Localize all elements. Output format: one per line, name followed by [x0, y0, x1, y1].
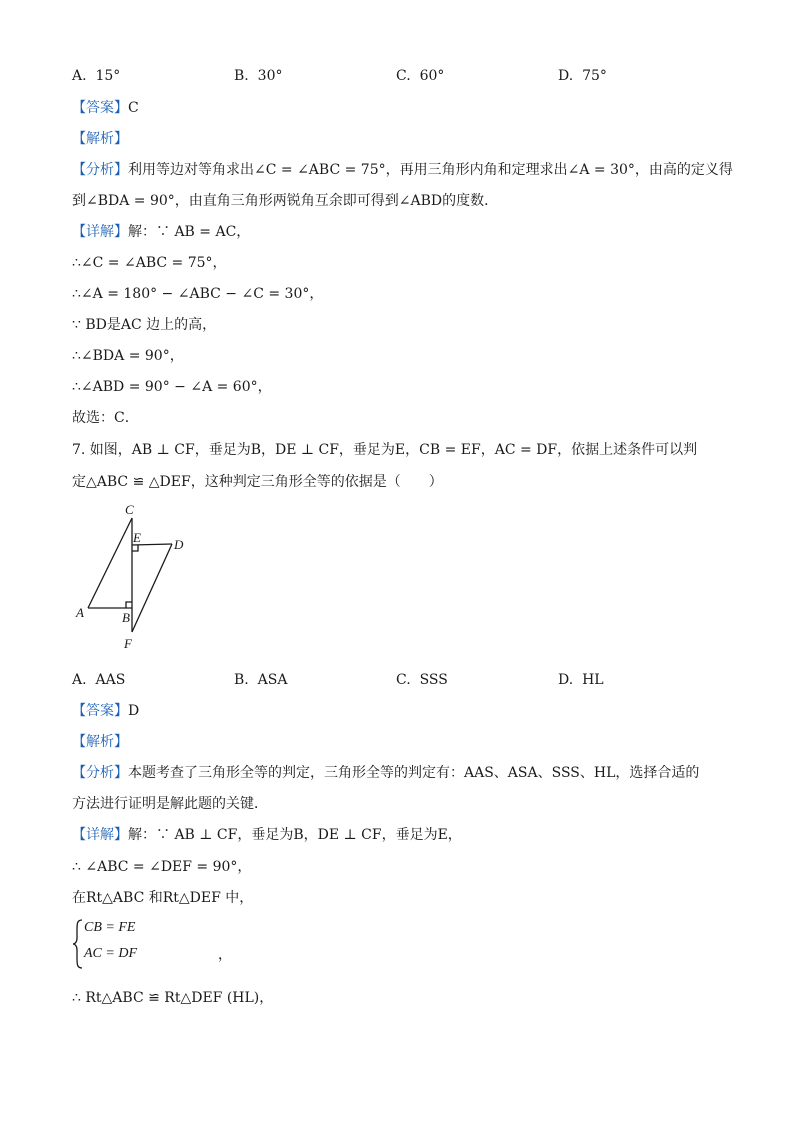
option-text: 75° [582, 68, 607, 84]
option-text: 30° [257, 68, 283, 84]
q7-conclusion: ∴ Rt△ABC ≌ Rt△DEF (HL)， [72, 990, 274, 1006]
detail-tag: 【详解】 [72, 827, 128, 843]
label-e: E [133, 530, 141, 545]
q7-step: 在Rt△ABC 和Rt△DEF 中， [72, 890, 254, 906]
label-f: F [124, 636, 132, 651]
option-text: ASA [257, 672, 288, 688]
detail-text: 解：∵ AB = AC， [128, 224, 251, 240]
option-letter: C. [396, 68, 411, 84]
system-comma: ， [218, 947, 232, 963]
option-letter: D. [558, 68, 574, 84]
equation-system [72, 918, 232, 974]
q6-step: ∴∠BDA = 90°， [72, 348, 184, 364]
option-text: AAS [95, 672, 126, 688]
system-row-1: CB = FE [84, 920, 136, 935]
analysis-text: 利用等边对等角求出∠C = ∠ABC = 75°，再用三角形内角和定理求出∠A = 30°，由高的定义得 [128, 162, 733, 178]
answer-tag: 【答案】 [72, 703, 128, 719]
q6-detail [72, 222, 250, 242]
system-row-2: AC = DF [84, 946, 137, 961]
option-text: SSS [419, 672, 448, 688]
q7-analysis-line-2: 方法进行证明是解此题的关键． [72, 796, 268, 812]
q6-step: ∴∠A = 180° − ∠ABC − ∠C = 30°， [72, 286, 324, 302]
q6-analysis-line-2: 到∠BDA = 90°，由直角三角形两锐角互余即可得到∠ABD的度数． [72, 193, 499, 209]
left-brace-icon [72, 918, 84, 970]
q7-jiexi-heading: 【解析】 [72, 734, 128, 750]
q6-step: ∵ BD是AC 边上的高， [72, 317, 217, 333]
answer-value: C [128, 100, 139, 116]
option-text: 15° [95, 68, 121, 84]
q6-step: ∴∠C = ∠ABC = 75°， [72, 255, 227, 271]
analysis-tag: 【分析】 [72, 162, 128, 178]
option-letter: D. [558, 672, 574, 688]
q6-step: 故选：C． [72, 410, 139, 426]
q7-option-b [234, 670, 287, 690]
right-angle-e [132, 545, 138, 551]
q7-option-c [396, 670, 448, 690]
option-letter: C. [396, 672, 411, 688]
label-d: D [174, 537, 184, 552]
analysis-tag: 【分析】 [72, 765, 128, 781]
q7-stem-line-2: 定△ABC ≌ △DEF，这种判定三角形全等的依据是（ ） [72, 474, 443, 490]
q6-option-c [396, 66, 444, 86]
label-a: A [76, 605, 84, 620]
q7-step: ∴ ∠ABC = ∠DEF = 90°， [72, 859, 252, 875]
line-ca [88, 518, 132, 608]
option-letter: A. [72, 68, 87, 84]
option-text: HL [582, 672, 604, 688]
option-letter: B. [234, 68, 249, 84]
analysis-text: 本题考查了三角形全等的判定，三角形全等的判定有：AAS、ASA、SSS、HL，选择合适的 [128, 765, 700, 781]
answer-value: D [128, 703, 140, 719]
label-b: B [122, 610, 130, 625]
option-letter: A. [72, 672, 87, 688]
answer-tag: 【答案】 [72, 100, 128, 116]
q7-detail [72, 825, 462, 845]
q6-option-b [234, 66, 282, 86]
q6-option-a [72, 66, 120, 86]
q6-step: ∴∠ABD = 90° − ∠A = 60°， [72, 379, 272, 395]
triangle-figure [60, 498, 220, 660]
q6-answer [72, 98, 139, 118]
q7-analysis-line-1 [72, 763, 699, 783]
q7-option-a [72, 670, 125, 690]
option-text: 60° [419, 68, 445, 84]
right-angle-b [126, 602, 132, 608]
q7-stem-line-1: 7. 如图，AB ⊥ CF，垂足为B，DE ⊥ CF，垂足为E，CB = EF，AC = DF，依据上述条件可以判 [72, 442, 698, 458]
option-letter: B. [234, 672, 249, 688]
q7-answer [72, 701, 139, 721]
q6-analysis-line-1 [72, 160, 733, 180]
label-c: C [125, 502, 134, 517]
q7-option-d [558, 670, 604, 690]
line-df [132, 544, 172, 632]
detail-text: 解：∵ AB ⊥ CF，垂足为B，DE ⊥ CF，垂足为E， [128, 827, 462, 843]
q6-jiexi-heading: 【解析】 [72, 131, 128, 147]
q6-option-d [558, 66, 607, 86]
detail-tag: 【详解】 [72, 224, 128, 240]
